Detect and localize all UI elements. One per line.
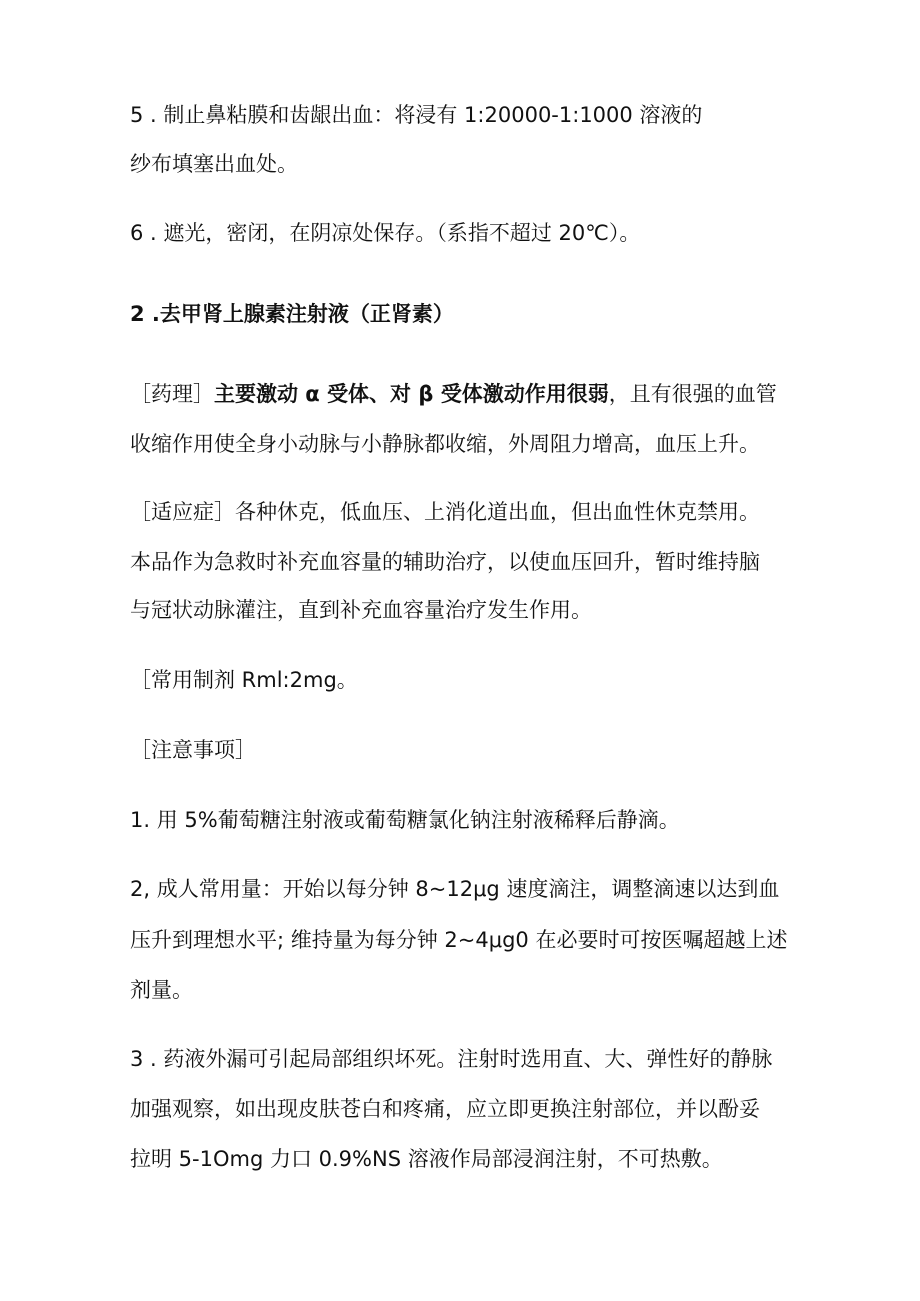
item6-text: 6 . 遮光，密闭，在阴凉处保存。（系指不超过 20℃）。	[130, 221, 641, 245]
note1: 1. 用 5%葡萄糖注射液或葡萄糖氯化钠注射液稀释后静滴。	[130, 808, 680, 832]
indications-line1: ［适应症］各种休克，低血压、上消化道出血，但出血性休克禁用。	[130, 500, 760, 524]
indications-line2: 本品作为急救时补充血容量的辅助治疗，以使血压回升，暂时维持脑	[130, 550, 760, 574]
note3-line2: 加强观察，如出现皮肤苍白和疼痛，应立即更换注射部位，并以酚妥	[130, 1097, 760, 1121]
note2-line2: 压升到理想水平; 维持量为每分钟 2~4μg0 在必要时可按医嘱超越上述	[130, 928, 788, 952]
indications-line3: 与冠状动脉灌注，直到补充血容量治疗发生作用。	[130, 598, 592, 622]
section-heading: 2 .去甲肾上腺素注射液（正肾素）	[130, 302, 454, 326]
pharmacology-line2: 收缩作用使全身小动脉与小静脉都收缩，外周阻力增高，血压上升。	[130, 432, 760, 456]
item5-line2: 纱布填塞出血处。	[130, 152, 298, 176]
note3-line1: 3 . 药液外漏可引起局部组织坏死。注射时选用直、大、弹性好的静脉	[130, 1047, 773, 1071]
precautions-heading: ［注意事项］	[130, 738, 256, 762]
note2-line3: 剂量。	[130, 978, 193, 1002]
note3-line3: 拉明 5-1Omg 力口 0.9%NS 溶液作局部浸润注射，不可热敷。	[130, 1147, 723, 1171]
pharmacology-label: ［药理］	[130, 382, 214, 406]
pharmacology-rest: ，且有很强的血管	[608, 382, 777, 406]
pharmacology-line1	[130, 380, 777, 408]
preparation: ［常用制剂 Rml:2mg。	[130, 668, 358, 692]
note2-line1: 2, 成人常用量：开始以每分钟 8~12μg 速度滴注，调整滴速以达到血	[130, 877, 780, 901]
item5-line1: 5 . 制止鼻粘膜和齿龈出血：将浸有 1:20000-1:1000 溶液的	[130, 103, 703, 127]
pharmacology-bold-text: 主要激动 α 受体、对 β 受体激动作用很弱	[214, 382, 609, 406]
